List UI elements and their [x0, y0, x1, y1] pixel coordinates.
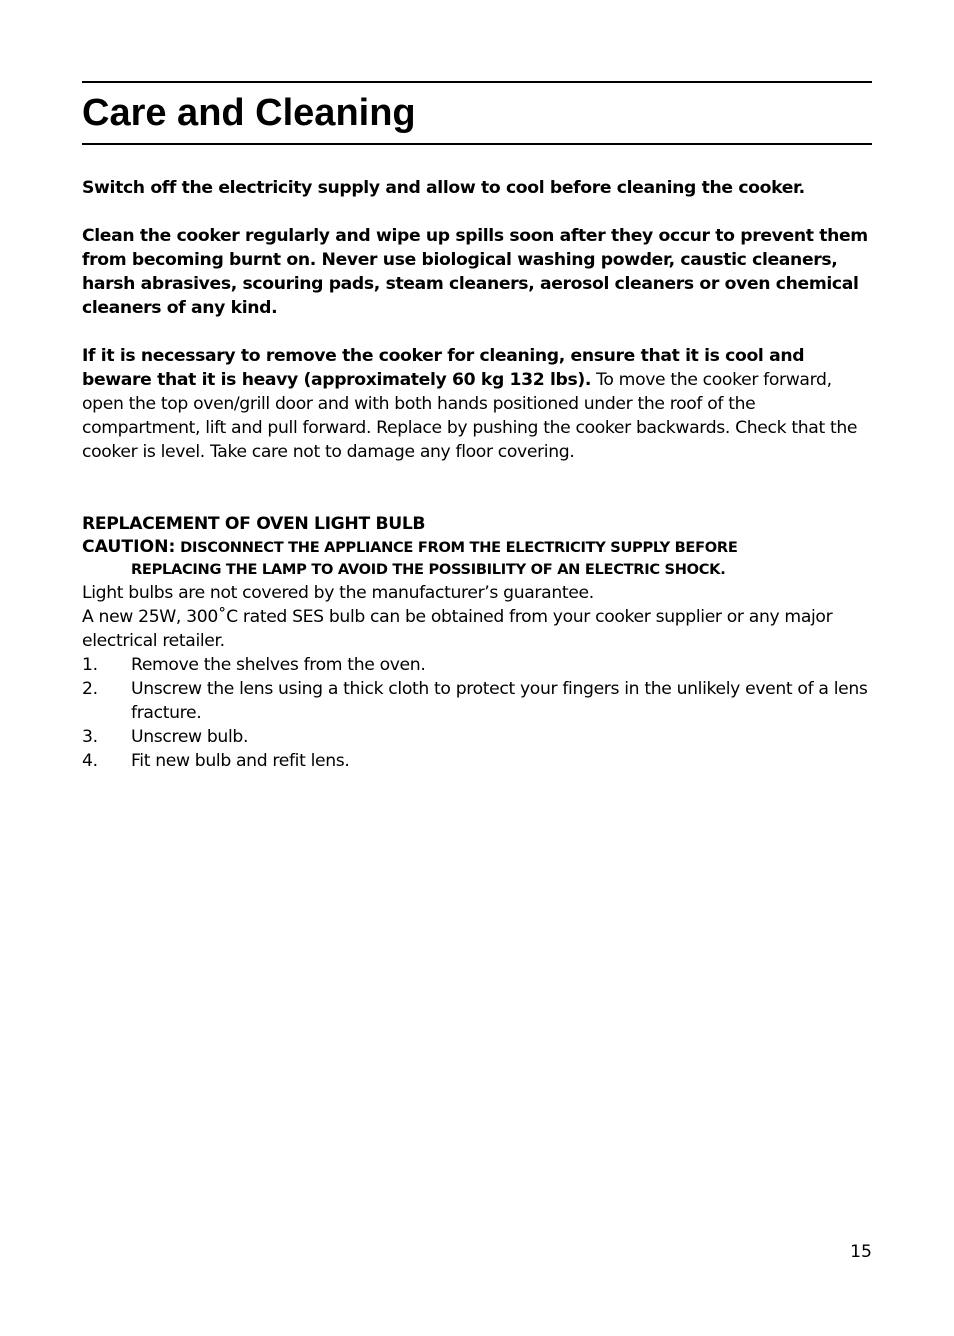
- intro-section: [82, 176, 872, 464]
- title-bottom-rule: [82, 143, 872, 145]
- step-number: 2.: [82, 679, 98, 699]
- page-number: 15: [850, 1242, 872, 1262]
- remove-cooker-instructions: To move the cooker forward, open the top oven/grill door and with both hands positioned under the roof of the compartment, lift and pull forward. Replace by pushing the cooker backwards. Check that the cooker is level. Take care not to damage any floor covering.: [82, 370, 858, 462]
- supplier-note: A new 25W, 300˚C rated SES bulb can be obtained from your cooker supplier or any major electrical retailer.: [82, 607, 833, 651]
- guarantee-note: Light bulbs are not covered by the manufacturer’s guarantee.: [82, 583, 594, 603]
- step-number: 4.: [82, 751, 98, 771]
- step-text: Remove the shelves from the oven.: [131, 655, 426, 675]
- bulb-steps-list: [82, 653, 872, 773]
- bulb-replacement-section: [82, 512, 872, 773]
- caution-label: CAUTION:: [82, 537, 176, 557]
- remove-cooker-bold: If it is necessary to remove the cooker for cleaning, ensure that it is cool and beware that it is heavy (approximately 60 kg 132 lbs).: [82, 346, 805, 390]
- caution-notice: [82, 536, 872, 581]
- step-number: 3.: [82, 727, 98, 747]
- caution-line-1: DISCONNECT THE APPLIANCE FROM THE ELECTRICITY SUPPLY BEFORE: [175, 539, 738, 556]
- step-text: Fit new bulb and refit lens.: [131, 751, 350, 771]
- step-text: Unscrew the lens using a thick cloth to protect your fingers in the unlikely event of a lens fracture.: [131, 679, 868, 723]
- switch-off-warning: Switch off the electricity supply and allow to cool before cleaning the cooker.: [82, 178, 805, 198]
- clean-regularly-paragraph: Clean the cooker regularly and wipe up spills soon after they occur to prevent them from becoming burnt on. Never use biological washing powder, caustic cleaners, harsh abrasives, scouring pads, steam cleaners, aerosol cleaners or oven chemical cleaners of any kind.: [82, 226, 868, 318]
- remove-cooker-paragraph: [82, 344, 872, 464]
- page-content: [82, 81, 872, 773]
- step-text: Unscrew bulb.: [131, 727, 249, 747]
- list-item: [82, 749, 872, 773]
- caution-line-2: REPLACING THE LAMP TO AVOID THE POSSIBILITY OF AN ELECTRIC SHOCK.: [131, 561, 726, 578]
- list-item: [82, 677, 872, 725]
- bulb-section-heading: REPLACEMENT OF OVEN LIGHT BULB: [82, 514, 426, 534]
- step-number: 1.: [82, 655, 98, 675]
- page-title: Care and Cleaning: [82, 92, 416, 134]
- list-item: [82, 653, 872, 677]
- list-item: [82, 725, 872, 749]
